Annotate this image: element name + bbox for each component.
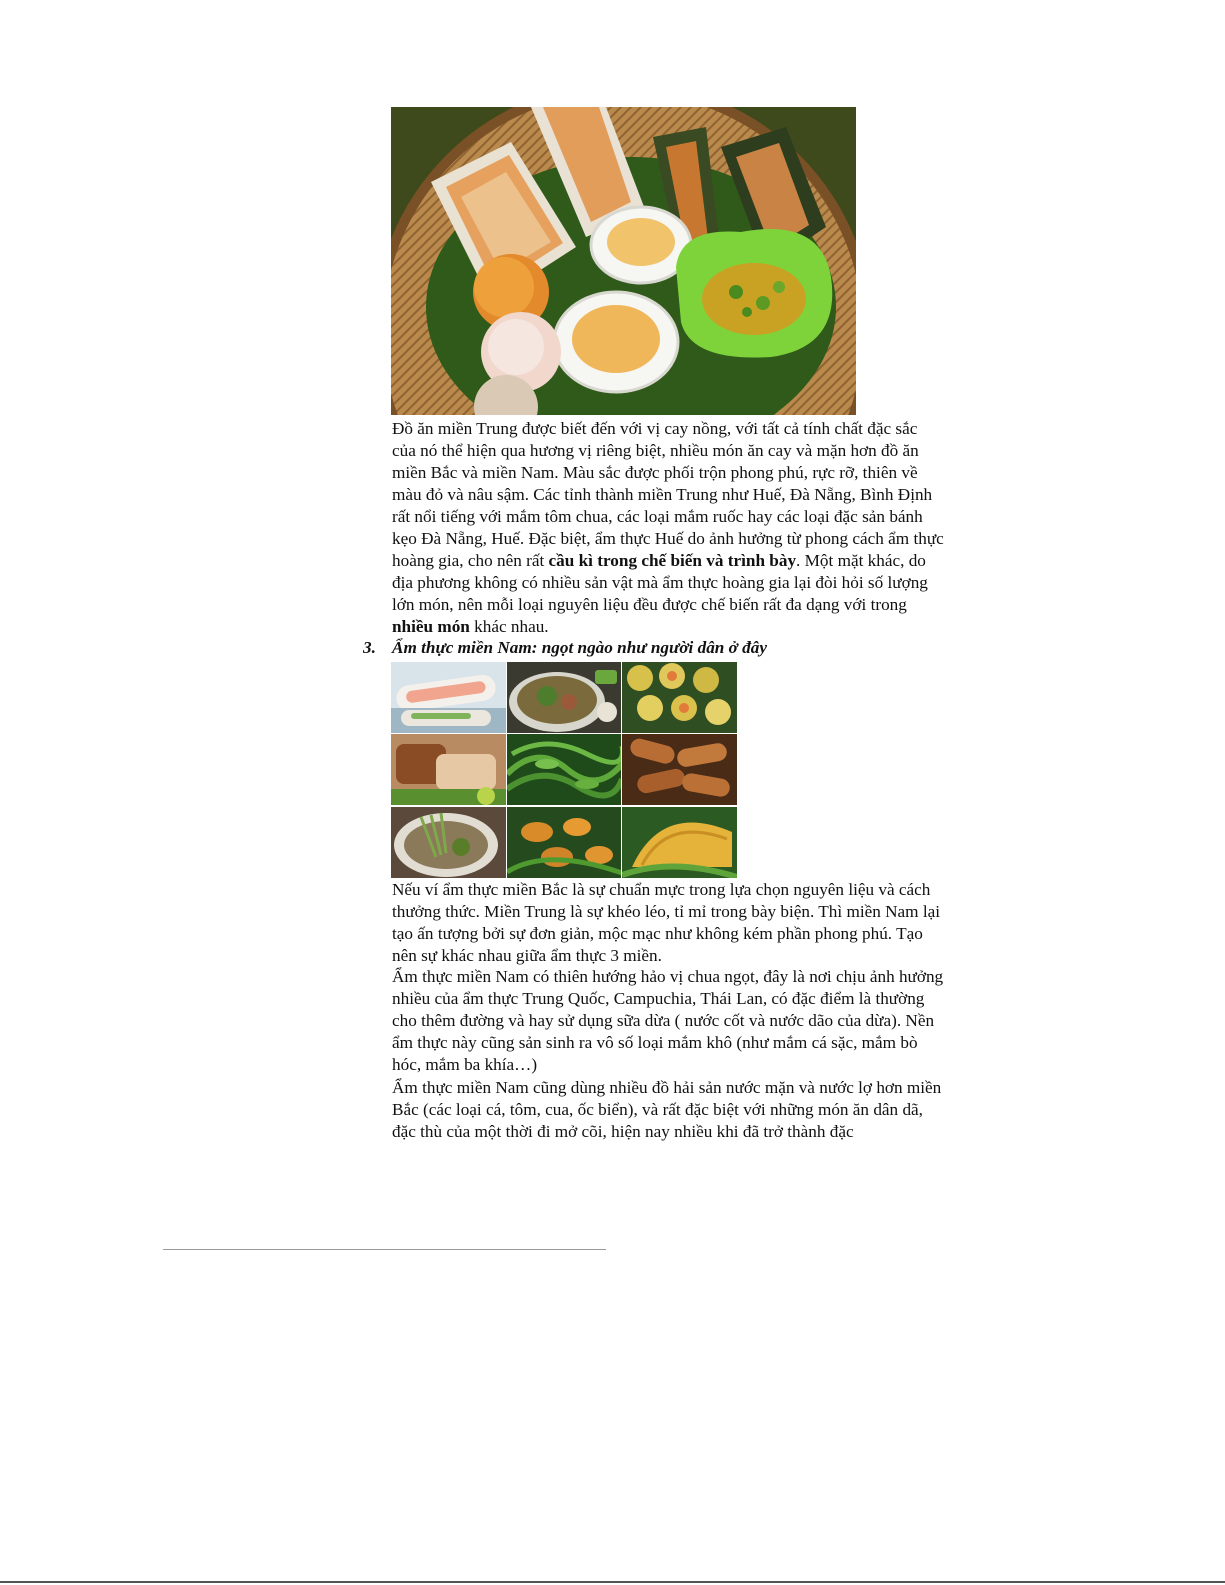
paragraph-text: Đồ ăn miền Trung được biết đến với vị cay nồng, với tất cả tính chất đặc sắc của nó thể hiện qua hương vị riêng biệt, nhiều món ăn cay và mặn hơn đồ ăn miền Bắc và miền Nam. Màu sắc được phối trộn phong phú, rực rỡ, thiên về màu đỏ và nâu sậm. Các tỉnh thành miền Trung như Huế, Đà Nẵng, Bình Định rất nổi tiếng với mắm tôm chua, các loại mắm ruốc hay các loại đặc sản bánh kẹo Đà Nẵng, Huế. Đặc biệt, ẩm thực Huế do ảnh hưởng từ phong cách ẩm thực hoàng gia, cho nên rất: [392, 419, 944, 570]
hue-cakes-photo: [391, 107, 856, 415]
collage-tile-banh-xeo: [622, 807, 737, 878]
page-bottom-border: [0, 1581, 1225, 1583]
bold-phrase: cầu kì trong chế biến và trình bày: [548, 551, 797, 570]
collage-tile-roast-meat: [391, 734, 506, 805]
hue-cakes-illustration: [391, 107, 856, 415]
section-heading-3: [363, 637, 963, 659]
collage-tile-herb-soup: [391, 807, 506, 878]
paragraph-south-intro: Nếu ví ẩm thực miền Bắc là sự chuẩn mực trong lựa chọn nguyên liệu và cách thưởng thức. Miền Trung là sự khéo léo, tỉ mỉ trong bày biện. Thì miền Nam lại tạo ấn tượng bởi sự đơn giản, mộc mạc như không kém phần phong phú. Tạo nên sự khác nhau giữa ẩm thực 3 miền.: [392, 880, 940, 965]
southern-food-collage: [391, 662, 737, 878]
paragraph-south-seafood: Ẩm thực miền Nam cũng dùng nhiều đồ hải sản nước mặn và nước lợ hơn miền Bắc (các loại cá, tôm, cua, ốc biển), và rất đặc biệt với những món ăn dân dã, đặc thù của một thời đi mở cõi, hiện nay nhiều khi đã trở thành đặc: [392, 1078, 942, 1141]
collage-tile-grilled-rolls: [622, 734, 737, 805]
white-bowl-bottom: [554, 292, 678, 392]
bold-phrase: nhiều món: [392, 617, 470, 636]
collage-tile-noodle-soup: [507, 662, 622, 733]
heading-text: Ẩm thực miền Nam: ngọt ngào như người dân ở đây: [392, 638, 768, 657]
list-number: 3.: [363, 638, 376, 657]
footnote-separator: [163, 1249, 606, 1250]
white-bowl-top: [591, 207, 691, 283]
paragraph-text: khác nhau.: [469, 617, 549, 636]
paragraph-text: . Một mặt khác, do địa phương không có nhiều sản vật mà ẩm thực hoàng gia lại đòi hỏi số lượng lớn món, nên mỗi loại nguyên liệu đều được chế biến rất đa dạng với trong: [392, 551, 928, 614]
paragraph-south-flavor: Ẩm thực miền Nam có thiên hướng hảo vị chua ngọt, đây là nơi chịu ảnh hưởng nhiều của ẩm thực Trung Quốc, Campuchia, Thái Lan, có đặc điểm là thường cho thêm đường và hay sử dụng sữa dừa ( nước cốt và nước dão của dừa). Nền ẩm thực này cũng sản sinh ra vô số loại mắm khô (như mắm cá sặc, mắm bò hóc, mắm ba khía…): [392, 967, 944, 1074]
paragraph-central-cuisine: [392, 418, 944, 638]
collage-tile-fried-fish: [507, 807, 622, 878]
collage-tile-water-spinach: [507, 734, 622, 805]
green-sauce-bowl: [676, 229, 832, 358]
collage-tile-banh-khot: [622, 662, 737, 733]
collage-tile-spring-rolls: [391, 662, 506, 733]
